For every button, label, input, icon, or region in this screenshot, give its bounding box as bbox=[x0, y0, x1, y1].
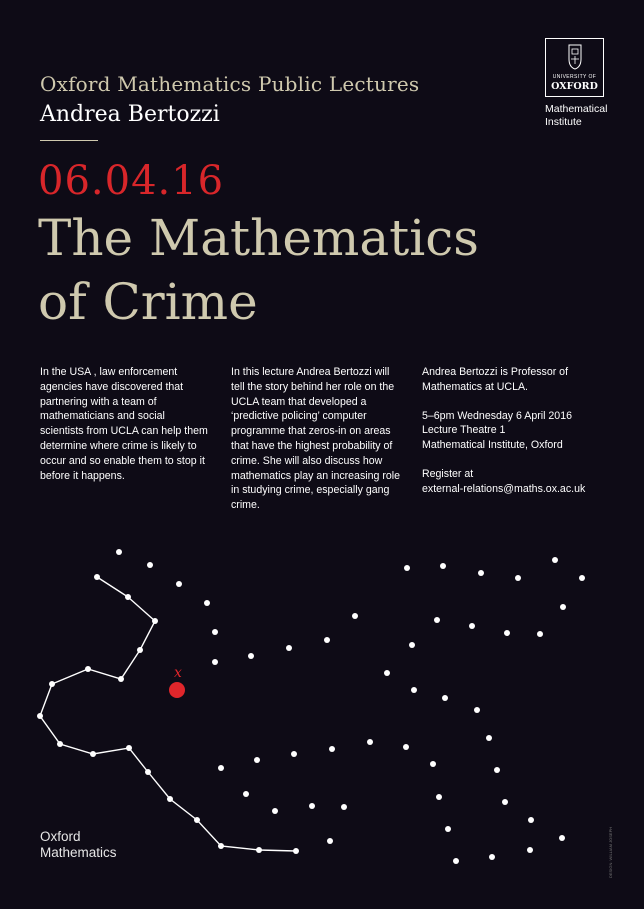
lecture-date: 06.04.16 bbox=[38, 158, 225, 204]
register-email[interactable]: external-relations@maths.ox.ac.uk bbox=[422, 482, 586, 495]
crime-dot bbox=[204, 600, 210, 606]
crime-dot bbox=[243, 791, 249, 797]
crime-dot bbox=[116, 549, 122, 555]
crime-dot bbox=[137, 647, 143, 653]
crime-dot bbox=[436, 794, 442, 800]
logo-university-text: UNIVERSITY OF bbox=[552, 74, 597, 80]
crime-dot bbox=[489, 854, 495, 860]
crime-dot bbox=[341, 804, 347, 810]
crime-dot bbox=[324, 637, 330, 643]
crime-dot bbox=[126, 745, 132, 751]
crime-dot bbox=[403, 744, 409, 750]
constellation-dots bbox=[37, 549, 585, 864]
crime-dot bbox=[49, 681, 55, 687]
design-credit: DESIGN: WILLIAM JOSEPH bbox=[608, 826, 613, 878]
crime-dot bbox=[409, 642, 415, 648]
speaker-name: Andrea Bertozzi bbox=[40, 102, 220, 127]
crime-dot bbox=[218, 765, 224, 771]
crime-dot bbox=[256, 847, 262, 853]
target-label: x bbox=[174, 665, 182, 681]
crime-dot bbox=[212, 659, 218, 665]
target-marker bbox=[169, 682, 185, 698]
crime-dot bbox=[286, 645, 292, 651]
crime-dot bbox=[560, 604, 566, 610]
oxford-mathematics-brand bbox=[40, 829, 117, 861]
crime-dot bbox=[504, 630, 510, 636]
crime-dot bbox=[309, 803, 315, 809]
crime-dot bbox=[442, 695, 448, 701]
crime-dot bbox=[453, 858, 459, 864]
brand-line-2: Mathematics bbox=[40, 845, 117, 860]
speaker-bio: Andrea Bertozzi is Professor of Mathematics at UCLA. bbox=[422, 366, 569, 393]
crime-dot bbox=[445, 826, 451, 832]
crime-dot bbox=[528, 817, 534, 823]
crime-dot bbox=[537, 631, 543, 637]
crime-dot bbox=[291, 751, 297, 757]
crime-dot bbox=[118, 676, 124, 682]
crime-dot bbox=[478, 570, 484, 576]
crime-dot bbox=[486, 735, 492, 741]
crime-dot bbox=[248, 653, 254, 659]
crime-dot bbox=[218, 843, 224, 849]
description-column-1: In the USA , law enforcement agencies have discovered that partnering with a team of mathematicians and social scientists from UCLA can help them determine where crime is likely to occur and so enable them to stop it before it happens. bbox=[40, 366, 208, 482]
crime-dot bbox=[94, 574, 100, 580]
crime-dot bbox=[176, 581, 182, 587]
crime-dot bbox=[85, 666, 91, 672]
crime-dot bbox=[367, 739, 373, 745]
crime-dot bbox=[37, 713, 43, 719]
crime-dot bbox=[167, 796, 173, 802]
crime-dot bbox=[502, 799, 508, 805]
crime-dot bbox=[272, 808, 278, 814]
title-line-1: The Mathematics bbox=[38, 209, 479, 267]
crime-dot bbox=[552, 557, 558, 563]
title-line-2: of Crime bbox=[38, 273, 258, 331]
event-venue: Lecture Theatre 1 bbox=[422, 424, 506, 437]
crime-dot bbox=[147, 562, 153, 568]
crime-dot bbox=[57, 741, 63, 747]
crime-dot bbox=[329, 746, 335, 752]
crime-dot bbox=[254, 757, 260, 763]
crime-dot bbox=[515, 575, 521, 581]
crime-dot bbox=[430, 761, 436, 767]
crime-dot bbox=[434, 617, 440, 623]
crime-path-line bbox=[40, 577, 296, 851]
crime-dot bbox=[194, 817, 200, 823]
brand-line-1: Oxford bbox=[40, 829, 81, 844]
crime-dot bbox=[293, 848, 299, 854]
crime-dot bbox=[145, 769, 151, 775]
event-place: Mathematical Institute, Oxford bbox=[422, 439, 563, 452]
crime-dot bbox=[474, 707, 480, 713]
crime-dot bbox=[125, 594, 131, 600]
event-time: 5–6pm Wednesday 6 April 2016 bbox=[422, 409, 572, 422]
department-line-1: Mathematical bbox=[545, 103, 608, 115]
register-label: Register at bbox=[422, 467, 474, 480]
crime-dot bbox=[212, 629, 218, 635]
department-line-2: Institute bbox=[545, 116, 582, 128]
crime-dot bbox=[152, 618, 158, 624]
crime-dot bbox=[579, 575, 585, 581]
crime-dot bbox=[90, 751, 96, 757]
constellation-lines bbox=[40, 577, 296, 851]
logo-oxford-text: OXFORD bbox=[551, 81, 598, 92]
crime-dot bbox=[527, 847, 533, 853]
description-column-2: In this lecture Andrea Bertozzi will tell the story behind her role on the UCLA team that developed a ‘predictive policing’ computer programme that zeros-in on areas that have the highest probability of crime. She will also discuss how mathematics play an increasing role in studying crime, especially gang crime. bbox=[231, 366, 400, 512]
crime-dot bbox=[469, 623, 475, 629]
crime-dot bbox=[327, 838, 333, 844]
crime-dot bbox=[352, 613, 358, 619]
crime-dot bbox=[559, 835, 565, 841]
crime-dot bbox=[411, 687, 417, 693]
series-title: Oxford Mathematics Public Lectures bbox=[40, 72, 420, 96]
crime-dot bbox=[384, 670, 390, 676]
crime-dot bbox=[494, 767, 500, 773]
crime-dot bbox=[440, 563, 446, 569]
crime-dot bbox=[404, 565, 410, 571]
